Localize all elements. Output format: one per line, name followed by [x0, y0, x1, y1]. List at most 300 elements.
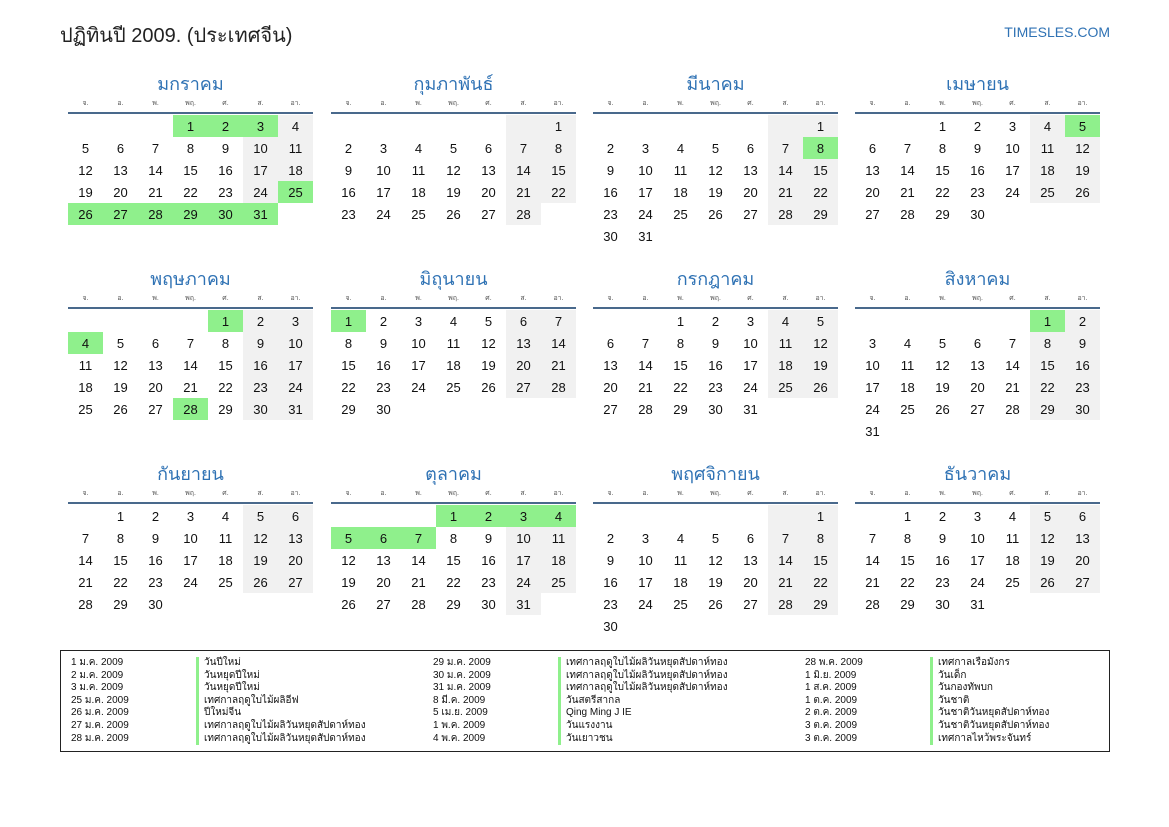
day-cell: 11	[673, 162, 688, 178]
day-cell: 20	[113, 184, 128, 200]
day-cell: 28	[78, 596, 93, 612]
day-cell: 16	[970, 162, 985, 178]
day-cell: 11	[768, 332, 803, 354]
day-cell: 20	[506, 354, 541, 376]
day-cell: 5	[81, 140, 90, 156]
weekday-label: อ.	[904, 295, 911, 302]
day-cell: 20	[743, 574, 758, 590]
day-cell: 26	[803, 376, 838, 398]
day-cell: 5	[116, 335, 125, 351]
day-cell: 10	[243, 137, 278, 159]
weekday-label: อา.	[1077, 100, 1088, 107]
day-cell: 19	[935, 379, 950, 395]
day-cell: 14	[1005, 357, 1020, 373]
day-cell: 26	[446, 206, 461, 222]
holiday-date: 4 พ.ค. 2009	[433, 732, 486, 744]
day-cell: 6	[1065, 505, 1100, 527]
day-cell: 27	[603, 401, 618, 417]
weekday-label: ส.	[520, 295, 527, 302]
weekday-label: อ.	[380, 100, 387, 107]
day-cell: 18	[673, 184, 688, 200]
day-cell: 1	[938, 118, 947, 134]
day-cell: 24	[865, 401, 880, 417]
day-cell: 31	[970, 596, 985, 612]
empty-cell	[628, 310, 663, 332]
holiday-day-cell: 7	[401, 527, 436, 549]
day-cell: 22	[935, 184, 950, 200]
holiday-day-cell: 4	[541, 505, 576, 527]
legend-row	[805, 657, 1049, 670]
legend-row	[805, 682, 1049, 695]
weekday-label: พฤ.	[972, 490, 983, 497]
day-cell: 20	[148, 379, 163, 395]
day-cell: 10	[743, 335, 758, 351]
day-cell: 20	[970, 379, 985, 395]
day-cell: 20	[743, 184, 758, 200]
weekday-label: อา.	[553, 490, 564, 497]
day-cell: 10	[865, 357, 880, 373]
day-cell: 14	[411, 552, 426, 568]
legend-column	[433, 657, 728, 745]
day-cell: 27	[376, 596, 391, 612]
holiday-day-cell: 1	[436, 505, 471, 527]
day-cell: 16	[341, 184, 356, 200]
day-cell: 6	[868, 140, 877, 156]
weekday-header	[331, 488, 576, 504]
day-cell: 23	[603, 596, 618, 612]
day-cell: 18	[218, 552, 233, 568]
legend-column	[805, 657, 1049, 745]
day-cell: 6	[746, 530, 755, 546]
day-cell: 10	[278, 332, 313, 354]
weekday-header	[593, 488, 838, 504]
day-cell: 15	[900, 552, 915, 568]
day-cell: 24	[278, 376, 313, 398]
day-cell: 12	[1065, 137, 1100, 159]
day-cell: 23	[218, 184, 233, 200]
day-cell: 7	[768, 137, 803, 159]
day-cell: 5	[484, 313, 493, 329]
weekday-label: พฤ.	[185, 490, 196, 497]
day-cell: 28	[541, 376, 576, 398]
day-cell: 18	[278, 159, 313, 181]
legend-row	[71, 670, 366, 683]
weekday-header	[331, 293, 576, 309]
empty-cell	[331, 115, 366, 137]
day-cell: 21	[78, 574, 93, 590]
day-cell: 21	[183, 379, 198, 395]
legend-row	[805, 733, 1049, 746]
holiday-name: วันชาติ	[930, 695, 969, 708]
weekday-label: พ.	[939, 100, 946, 107]
empty-cell	[960, 310, 995, 332]
day-cell: 18	[768, 354, 803, 376]
weekday-header	[331, 98, 576, 114]
day-cell: 22	[1030, 376, 1065, 398]
day-cell: 21	[638, 379, 653, 395]
day-cell: 25	[768, 376, 803, 398]
day-cell: 31	[278, 398, 313, 420]
legend-row	[433, 720, 728, 733]
weekday-label: ส.	[1044, 100, 1051, 107]
weekday-label: พ.	[939, 295, 946, 302]
day-cell: 9	[711, 335, 720, 351]
day-cell: 7	[506, 137, 541, 159]
empty-cell	[68, 310, 103, 332]
day-cell: 26	[243, 571, 278, 593]
day-cell: 30	[603, 618, 618, 634]
day-cell: 9	[344, 162, 353, 178]
month-calendar	[855, 462, 1100, 615]
day-cell: 18	[411, 184, 426, 200]
day-cell: 19	[341, 574, 356, 590]
day-cell: 31	[638, 228, 653, 244]
day-cell: 4	[676, 530, 685, 546]
holiday-day-cell: 2	[208, 115, 243, 137]
day-cell: 25	[78, 401, 93, 417]
weekday-label: ศ.	[1009, 100, 1016, 107]
day-cell: 13	[1065, 527, 1100, 549]
holiday-name: วันเด็ก	[930, 670, 966, 683]
day-cell: 22	[803, 181, 838, 203]
weekday-header	[855, 293, 1100, 309]
day-cell: 19	[78, 184, 93, 200]
day-cell: 5	[1030, 505, 1065, 527]
day-grid	[331, 310, 576, 420]
day-cell: 1	[116, 508, 125, 524]
holiday-name: วันแรงงาน	[558, 720, 612, 733]
day-cell: 24	[1005, 184, 1020, 200]
weekday-label: จ.	[345, 100, 352, 107]
day-cell: 28	[768, 203, 803, 225]
weekday-label: พ.	[152, 295, 159, 302]
day-cell: 18	[673, 574, 688, 590]
day-cell: 16	[481, 552, 496, 568]
month-calendar	[593, 462, 838, 637]
day-cell: 16	[603, 184, 618, 200]
weekday-label: ส.	[257, 490, 264, 497]
day-cell: 4	[449, 313, 458, 329]
weekday-label: จ.	[607, 295, 614, 302]
holiday-day-cell: 28	[138, 203, 173, 225]
weekday-label: พฤ.	[710, 100, 721, 107]
holiday-day-cell: 1	[1030, 310, 1065, 332]
empty-cell	[995, 310, 1030, 332]
empty-cell	[103, 115, 138, 137]
holiday-day-cell: 1	[208, 310, 243, 332]
empty-cell	[890, 310, 925, 332]
weekday-label: พ.	[152, 490, 159, 497]
legend-row	[71, 733, 366, 746]
day-cell: 7	[868, 530, 877, 546]
weekday-label: พฤ.	[710, 295, 721, 302]
weekday-label: จ.	[869, 100, 876, 107]
day-cell: 14	[900, 162, 915, 178]
holiday-day-cell: 31	[243, 203, 278, 225]
day-cell: 12	[446, 162, 461, 178]
holiday-name: วันเยาวชน	[558, 733, 613, 746]
holiday-date: 26 ม.ค. 2009	[71, 707, 129, 719]
day-cell: 9	[243, 332, 278, 354]
empty-cell	[401, 505, 436, 527]
holiday-date: 1 มิ.ย. 2009	[805, 669, 857, 681]
weekday-header	[593, 293, 838, 309]
day-cell: 24	[411, 379, 426, 395]
day-cell: 23	[935, 574, 950, 590]
day-cell: 7	[903, 140, 912, 156]
day-cell: 29	[218, 401, 233, 417]
day-cell: 27	[481, 206, 496, 222]
day-cell: 12	[481, 335, 496, 351]
month-name: กรกฎาคม	[676, 269, 755, 289]
weekday-label: ส.	[257, 100, 264, 107]
weekday-label: ส.	[1044, 295, 1051, 302]
day-cell: 4	[903, 335, 912, 351]
day-cell: 6	[506, 310, 541, 332]
day-cell: 17	[743, 357, 758, 373]
day-cell: 22	[113, 574, 128, 590]
day-cell: 21	[865, 574, 880, 590]
day-cell: 15	[935, 162, 950, 178]
day-cell: 24	[638, 206, 653, 222]
day-grid	[855, 310, 1100, 442]
day-cell: 28	[411, 596, 426, 612]
weekday-label: พ.	[677, 490, 684, 497]
empty-cell	[663, 505, 698, 527]
day-cell: 26	[481, 379, 496, 395]
day-cell: 4	[1030, 115, 1065, 137]
day-cell: 10	[506, 527, 541, 549]
empty-cell	[733, 505, 768, 527]
day-grid	[593, 115, 838, 247]
day-cell: 20	[865, 184, 880, 200]
day-cell: 29	[113, 596, 128, 612]
day-cell: 14	[865, 552, 880, 568]
day-cell: 16	[603, 574, 618, 590]
empty-cell	[855, 115, 890, 137]
day-cell: 3	[746, 313, 755, 329]
weekday-label: ส.	[782, 295, 789, 302]
empty-cell	[733, 115, 768, 137]
weekday-label: พ.	[415, 295, 422, 302]
day-cell: 12	[341, 552, 356, 568]
day-cell: 23	[148, 574, 163, 590]
day-cell: 22	[803, 571, 838, 593]
day-cell: 16	[708, 357, 723, 373]
day-cell: 1	[541, 115, 576, 137]
day-cell: 8	[676, 335, 685, 351]
day-cell: 12	[708, 162, 723, 178]
weekday-label: พฤ.	[972, 295, 983, 302]
day-cell: 17	[506, 549, 541, 571]
day-cell: 21	[148, 184, 163, 200]
day-cell: 13	[278, 527, 313, 549]
day-cell: 26	[113, 401, 128, 417]
day-cell: 12	[243, 527, 278, 549]
day-cell: 4	[414, 140, 423, 156]
day-cell: 13	[148, 357, 163, 373]
holiday-day-cell: 27	[103, 203, 138, 225]
holiday-name: วันหยุดปีใหม่	[196, 682, 260, 695]
day-cell: 20	[603, 379, 618, 395]
day-cell: 15	[113, 552, 128, 568]
day-cell: 14	[506, 159, 541, 181]
day-cell: 21	[768, 571, 803, 593]
site-link[interactable]: TIMESLES.COM	[1004, 24, 1110, 40]
holiday-name: เทศกาลฤดูใบไม้ผลิวันหยุดสัปดาห์ทอง	[558, 682, 728, 695]
legend-row	[433, 695, 728, 708]
weekday-label: อ.	[904, 100, 911, 107]
day-cell: 24	[970, 574, 985, 590]
holiday-date: 1 ส.ค. 2009	[805, 682, 857, 694]
day-cell: 8	[938, 140, 947, 156]
holiday-date: 30 ม.ค. 2009	[433, 669, 491, 681]
day-cell: 11	[1005, 530, 1020, 546]
day-cell: 14	[183, 357, 198, 373]
holiday-day-cell: 8	[803, 137, 838, 159]
day-cell: 18	[78, 379, 93, 395]
day-cell: 9	[938, 530, 947, 546]
day-cell: 10	[183, 530, 198, 546]
day-cell: 24	[183, 574, 198, 590]
month-calendar	[68, 462, 313, 615]
day-cell: 26	[708, 596, 723, 612]
day-cell: 31	[506, 593, 541, 615]
legend-row	[805, 707, 1049, 720]
month-name: พฤศจิกายน	[671, 464, 760, 484]
day-cell: 13	[743, 552, 758, 568]
holiday-name: วันชาติวันหยุดสัปดาห์ทอง	[930, 707, 1049, 720]
day-cell: 1	[676, 313, 685, 329]
page-title: ปฏิทินปี 2009. (ประเทศจีน)	[60, 25, 293, 47]
weekday-label: ส.	[1044, 490, 1051, 497]
day-cell: 19	[481, 357, 496, 373]
day-cell: 5	[711, 530, 720, 546]
day-cell: 14	[148, 162, 163, 178]
day-cell: 4	[1008, 508, 1017, 524]
empty-cell	[768, 115, 803, 137]
weekday-label: พ.	[677, 100, 684, 107]
day-cell: 20	[481, 184, 496, 200]
empty-cell	[366, 115, 401, 137]
day-cell: 6	[746, 140, 755, 156]
month-calendar	[855, 72, 1100, 225]
day-cell: 23	[708, 379, 723, 395]
day-cell: 10	[638, 552, 653, 568]
day-cell: 18	[1005, 552, 1020, 568]
day-cell: 8	[186, 140, 195, 156]
day-cell: 30	[708, 401, 723, 417]
weekday-label: จ.	[869, 295, 876, 302]
weekday-label: อ.	[642, 295, 649, 302]
weekday-label: พ.	[677, 295, 684, 302]
day-cell: 5	[449, 140, 458, 156]
empty-cell	[471, 115, 506, 137]
day-cell: 9	[151, 530, 160, 546]
day-cell: 7	[151, 140, 160, 156]
day-cell: 13	[865, 162, 880, 178]
holiday-date: 3 ต.ค. 2009	[805, 732, 858, 744]
weekday-label: จ.	[607, 490, 614, 497]
legend-row	[71, 682, 366, 695]
weekday-label: ส.	[782, 490, 789, 497]
day-cell: 12	[78, 162, 93, 178]
day-cell: 13	[603, 357, 618, 373]
day-cell: 13	[376, 552, 391, 568]
weekday-header	[68, 488, 313, 504]
day-cell: 4	[221, 508, 230, 524]
empty-cell	[436, 115, 471, 137]
month-calendar	[593, 267, 838, 420]
holiday-day-cell: 3	[243, 115, 278, 137]
holiday-name: วันกองทัพบก	[930, 682, 993, 695]
day-cell: 11	[1030, 137, 1065, 159]
day-cell: 23	[341, 206, 356, 222]
day-cell: 22	[673, 379, 688, 395]
weekday-label: อา.	[290, 100, 301, 107]
day-cell: 2	[606, 140, 615, 156]
day-cell: 23	[603, 206, 618, 222]
day-cell: 17	[411, 357, 426, 373]
holiday-name: เทศกาลเรือมังกร	[930, 657, 1010, 670]
month-name: เมษายน	[946, 74, 1009, 94]
day-cell: 28	[900, 206, 915, 222]
day-cell: 21	[506, 181, 541, 203]
day-cell: 9	[1065, 332, 1100, 354]
day-cell: 11	[278, 137, 313, 159]
empty-cell	[628, 115, 663, 137]
day-cell: 7	[541, 310, 576, 332]
holiday-date: 29 ม.ค. 2009	[433, 657, 491, 668]
day-cell: 2	[151, 508, 160, 524]
day-cell: 2	[606, 530, 615, 546]
day-cell: 9	[606, 552, 615, 568]
holiday-name: เทศกาลฤดูใบไม้ผลิวันหยุดสัปดาห์ทอง	[196, 720, 366, 733]
weekday-label: พ.	[939, 490, 946, 497]
day-grid	[593, 310, 838, 420]
weekday-label: ศ.	[747, 295, 754, 302]
day-cell: 3	[641, 530, 650, 546]
weekday-label: พฤ.	[185, 100, 196, 107]
day-cell: 15	[803, 159, 838, 181]
day-cell: 25	[673, 596, 688, 612]
empty-cell	[68, 115, 103, 137]
holiday-day-cell: 26	[68, 203, 103, 225]
day-cell: 30	[970, 206, 985, 222]
day-cell: 2	[1065, 310, 1100, 332]
day-cell: 30	[376, 401, 391, 417]
weekday-label: ศ.	[222, 490, 229, 497]
day-cell: 3	[868, 335, 877, 351]
day-cell: 3	[414, 313, 423, 329]
holiday-name: เทศกาลฤดูใบไม้ผลิวันหยุดสัปดาห์ทอง	[558, 670, 728, 683]
weekday-label: อ.	[117, 490, 124, 497]
empty-cell	[925, 310, 960, 332]
weekday-label: ศ.	[222, 295, 229, 302]
day-cell: 21	[900, 184, 915, 200]
day-cell: 25	[900, 401, 915, 417]
day-cell: 29	[803, 593, 838, 615]
day-cell: 20	[278, 549, 313, 571]
day-cell: 17	[638, 184, 653, 200]
weekday-label: อ.	[380, 295, 387, 302]
day-cell: 24	[376, 206, 391, 222]
weekday-label: จ.	[345, 295, 352, 302]
holiday-date: 3 ต.ค. 2009	[805, 719, 858, 731]
day-cell: 9	[379, 335, 388, 351]
weekday-label: พฤ.	[710, 490, 721, 497]
day-cell: 18	[1030, 159, 1065, 181]
